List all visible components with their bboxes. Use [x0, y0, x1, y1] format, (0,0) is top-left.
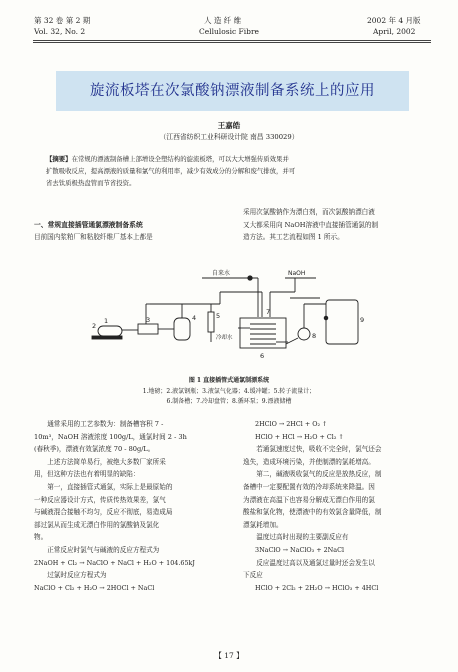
buffer-tank	[174, 318, 190, 340]
body-line: 第一，直接插管式通氯，实际上是最原始的	[47, 482, 173, 491]
body-line: 漂氯耗增加。	[243, 520, 283, 529]
num-4: 4	[192, 314, 197, 322]
issue-date: 2002 年 4 月版	[367, 16, 421, 25]
chlorine-cylinder	[98, 326, 122, 336]
affiliation: （江西省纺织工业科研设计院 南昌 330029）	[159, 133, 299, 141]
num-3: 3	[146, 316, 151, 324]
body-line: 温度过高时出现的主要副反应有	[256, 533, 349, 542]
body-line: 反应温度过高以及通氯过量时还会发生以	[256, 558, 375, 567]
equation: 2HClO → 2HCl + O₂ ↑	[255, 420, 328, 428]
body-line: 用，但这种方法也有着明显的缺陷：	[34, 470, 140, 479]
water-label: 自来水	[212, 270, 231, 277]
body-line: 一种反应器设计方式，传质传热效果差，氯气	[34, 495, 166, 504]
body-line: 上述方法简单易行，被绝大多数厂家所采	[47, 457, 166, 466]
equation: 2NaOH + Cl₂ → NaClO + NaCl + H₂O + 104.65kJ	[34, 558, 195, 567]
process-flow-diagram	[90, 262, 375, 372]
article-title: 旋流板塔在次氯酸钠漂液制备系统上的应用	[90, 83, 375, 99]
body-line: 又大都采用向 NaOH溶液中直接插管通氯的制	[243, 220, 379, 229]
equation: HClO + 2Cl₂ + 2H₂O → HClO₃ + 4HCl	[255, 583, 379, 592]
body-line: 物。	[34, 533, 48, 542]
body-line: 逸失，造成环境污染，并使制漂的氯耗增高。	[243, 457, 375, 466]
figure-caption-legend: 6.制备槽；7.冷却盘管；8.循环泵；9.漂液储槽	[166, 398, 292, 405]
journal-volume-en: Vol. 32, No. 2	[34, 27, 86, 36]
body-line: 酸盐和氯化物，使漂液中的有效氯含量降低，制	[243, 508, 382, 517]
left-column	[34, 418, 226, 594]
num-1: 1	[104, 317, 109, 325]
body-line: 备槽中一定要配置有效的冷却系统来降温。因	[243, 482, 375, 491]
body-line: 为漂液在高温下也容易分解成无漂白作用的氯	[243, 495, 375, 504]
body-line: 采用次氯酸钠作为漂白剂，而次氯酸钠漂白液	[243, 208, 375, 216]
weighbridge	[92, 336, 122, 339]
equation: HClO + HCl → H₂O + Cl₂ ↑	[255, 432, 344, 441]
body-line: (春秋季)，漂液有效氯浓度 70 - 80g/L。	[34, 445, 155, 454]
rotameter	[208, 312, 214, 332]
num-7: 7	[266, 308, 271, 316]
body-line: 与碱液混合接触不均匀，反应不彻底，易造成局	[34, 508, 173, 517]
bleach-storage-tank	[326, 300, 358, 344]
num-2: 2	[92, 322, 97, 330]
num-9: 9	[360, 316, 365, 324]
cooling-coil	[250, 324, 276, 344]
body-line: 10m³，NaOH 溶液浓度 100g/L，通氯时间 2 - 3h	[34, 432, 187, 441]
equation: NaClO + Cl₂ + H₂O → 2HOCl + NaCl	[34, 583, 155, 592]
water-valve-icon	[248, 276, 252, 280]
journal-volume: 第 32 卷 第 2 期	[34, 16, 91, 25]
author: 王嘉皓	[217, 121, 241, 130]
body-line: 目前国内浆粕厂和粘胶纤维厂基本上都是	[34, 233, 153, 241]
body-line: 下反应	[243, 571, 263, 580]
body-line: 通常采用的工艺参数为：制备槽容积 7 -	[47, 420, 164, 428]
body-line: 过氯时反应方程式为	[47, 571, 107, 580]
vaporizer	[138, 324, 158, 334]
section-heading: 一、常规直接插管通氯漂液制备系统	[34, 221, 143, 229]
right-column	[243, 418, 435, 594]
equation: 3NaClO → NaClO₃ + 2NaCl	[255, 545, 345, 554]
figure-caption-legend: 1.地磅；2.液氯钢瓶；3.液氯气化器；4.缓冲罐；5.转子流量计；	[142, 388, 316, 395]
issue-date-en: April, 2002	[373, 27, 416, 36]
abstract-line: 省去钛质极热盘管而节省投资。	[46, 179, 136, 187]
body-line: 造方法。其工艺流程如图 1 所示。	[243, 233, 344, 242]
num-5: 5	[216, 312, 221, 320]
body-line: 部过氯从而生成无漂白作用的氯酸钠及氯化	[34, 520, 160, 529]
num-8: 8	[312, 332, 317, 340]
body-line: 若通氯速度过快，吸收不完全时，氯气还会	[256, 445, 382, 454]
body-line: 第二，碱液吸收氯气的反应是放热反应，制	[256, 470, 382, 479]
abstract-label: 【摘要】	[46, 155, 72, 163]
naoh-label: NaOH	[288, 270, 306, 277]
journal-name: 人 造 纤 维	[204, 16, 242, 25]
header-rule	[33, 40, 431, 41]
circulation-pump	[298, 328, 310, 340]
journal-name-en: Cellulosic Fibre	[199, 27, 259, 36]
body-line: 正常反应时氯气与碱液的反应方程式为	[47, 545, 160, 554]
figure-caption-title: 图 1 直接插管式通氯制漂系统	[188, 377, 270, 384]
preparation-tank	[240, 318, 286, 348]
num-6: 6	[260, 352, 265, 360]
header-rule-thin	[33, 42, 431, 43]
page-number: 【 17 】	[214, 651, 244, 660]
abstract	[46, 153, 426, 189]
abstract-line: 扩散吸收反应，提高漂液的质量和氯气的利用率，减少有效成分的分解和废气排放，并可	[46, 167, 296, 175]
section-intro-right	[243, 206, 437, 244]
abstract-line: 在常规的漂液制备槽上部增设全塑结构的旋流板塔，可以大大增强传质效果并	[71, 155, 289, 163]
coolant-label: 冷却水	[216, 335, 233, 341]
